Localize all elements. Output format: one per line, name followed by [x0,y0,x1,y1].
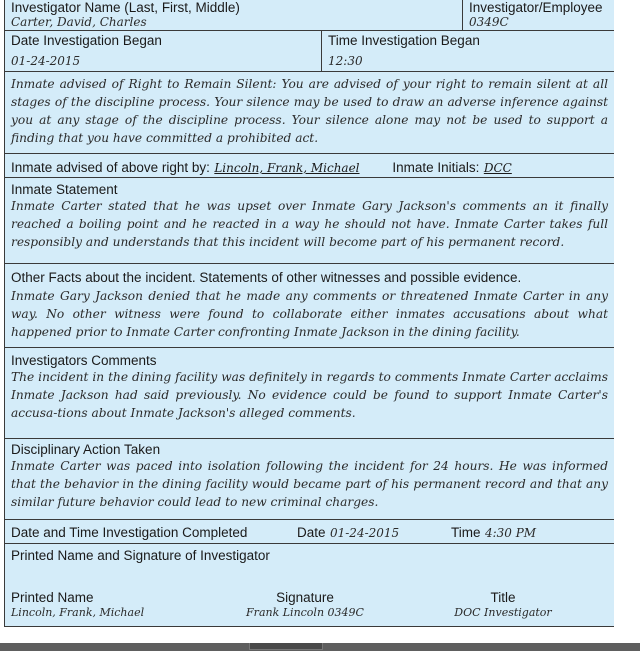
investigator-comments-label: Investigators Comments [11,353,157,368]
signature-row [5,544,614,627]
completed-time-group [451,524,536,542]
investigation-form [4,0,615,627]
completed-date-label: Date [297,525,326,540]
investigator-name-cell [5,0,463,30]
right-margin [614,0,640,643]
title-label: Title [490,590,516,605]
title-value: DOC Investigator [454,606,552,619]
date-began-cell [5,31,322,71]
other-facts-label: Other Facts about the incident. Statements of other witnesses and possible evidence. [11,270,522,285]
bottom-toolbar [0,643,640,651]
employee-label: Investigator/Employee [469,0,603,15]
rights-row [5,72,614,154]
toolbar-tab[interactable] [249,643,323,650]
completed-row [5,520,614,544]
investigator-comments-row [5,348,614,439]
signature-label: Signature [276,590,334,605]
date-began-value: 01-24-2015 [11,54,81,68]
disciplinary-row [5,439,614,520]
investigator-name-value: Carter, David, Charles [11,15,147,29]
signature-group [242,590,368,620]
began-row [5,31,614,72]
printed-name-label: Printed Name [11,590,94,605]
other-facts-row [5,264,614,348]
inmate-statement-label: Inmate Statement [11,182,118,197]
time-began-label: Time Investigation Began [328,33,480,48]
disciplinary-text: Inmate Carter was paced into isolation following the incident for 24 hours. He was informed that the behavior in the dining facility would became part of his permanent record and that any similar future behavior could lead to new criminal charges. [11,459,608,509]
investigator-row [5,0,614,31]
completed-date-group [297,524,399,542]
completed-label: Date and Time Investigation Completed [11,525,248,540]
printed-name-value: Lincoln, Frank, Michael [11,606,145,619]
employee-value: 0349C [469,15,509,29]
investigator-comments-text: The incident in the dining facility was definitely in regards to comments Inmate Carter acclaims Inmate Jackson had said previously. No evidence could be found to support Inmate Carter's accusa-tions about Inmate Jackson's alleged comments. [11,370,608,420]
advised-row [5,154,614,178]
advised-label: Inmate advised of above right by: [11,160,210,175]
completed-time-label: Time [451,525,481,540]
signature-value: Frank Lincoln 0349C [246,606,364,619]
disciplinary-label: Disciplinary Action Taken [11,442,161,457]
investigator-name-label: Investigator Name (Last, First, Middle) [11,0,240,15]
time-began-cell [322,31,614,71]
employee-cell [463,0,614,30]
time-began-value: 12:30 [328,54,363,68]
signature-block-label: Printed Name and Signature of Investigator [11,548,270,563]
other-facts-text: Inmate Gary Jackson denied that he made any comments or threatened Inmate Carter in any way. No other witness were found to collaborate either inmates accusations about what happened prior to Inmate Carter confronting Inmate Jackson in the dining facility. [11,289,608,339]
initials-value: DCC [483,161,512,175]
rights-text: Inmate advised of Right to Remain Silent: You are advised of your right to remain silent at all stages of the discipline process. Your silence may be used to draw an adverse inference against you at any stage of the discipline process. Your silence alone may not be used to support a finding that you have committed a prohibited act. [11,77,608,145]
inmate-statement-row [5,178,614,264]
advised-by-value: Lincoln, Frank, Michael [214,161,360,175]
printed-name-group [11,590,144,620]
initials-label: Inmate Initials: [392,160,480,175]
title-group [443,590,563,620]
completed-date-value: 01-24-2015 [329,526,400,540]
date-began-label: Date Investigation Began [11,33,162,48]
completed-time-value: 4:30 PM [484,526,537,540]
inmate-statement-text: Inmate Carter stated that he was upset over Inmate Gary Jackson's comments an it finally reached a boiling point and he reacted in a way he should not have. Inmate Carter takes full responsibly and understands that this incident will become part of his permanent record. [11,199,608,249]
